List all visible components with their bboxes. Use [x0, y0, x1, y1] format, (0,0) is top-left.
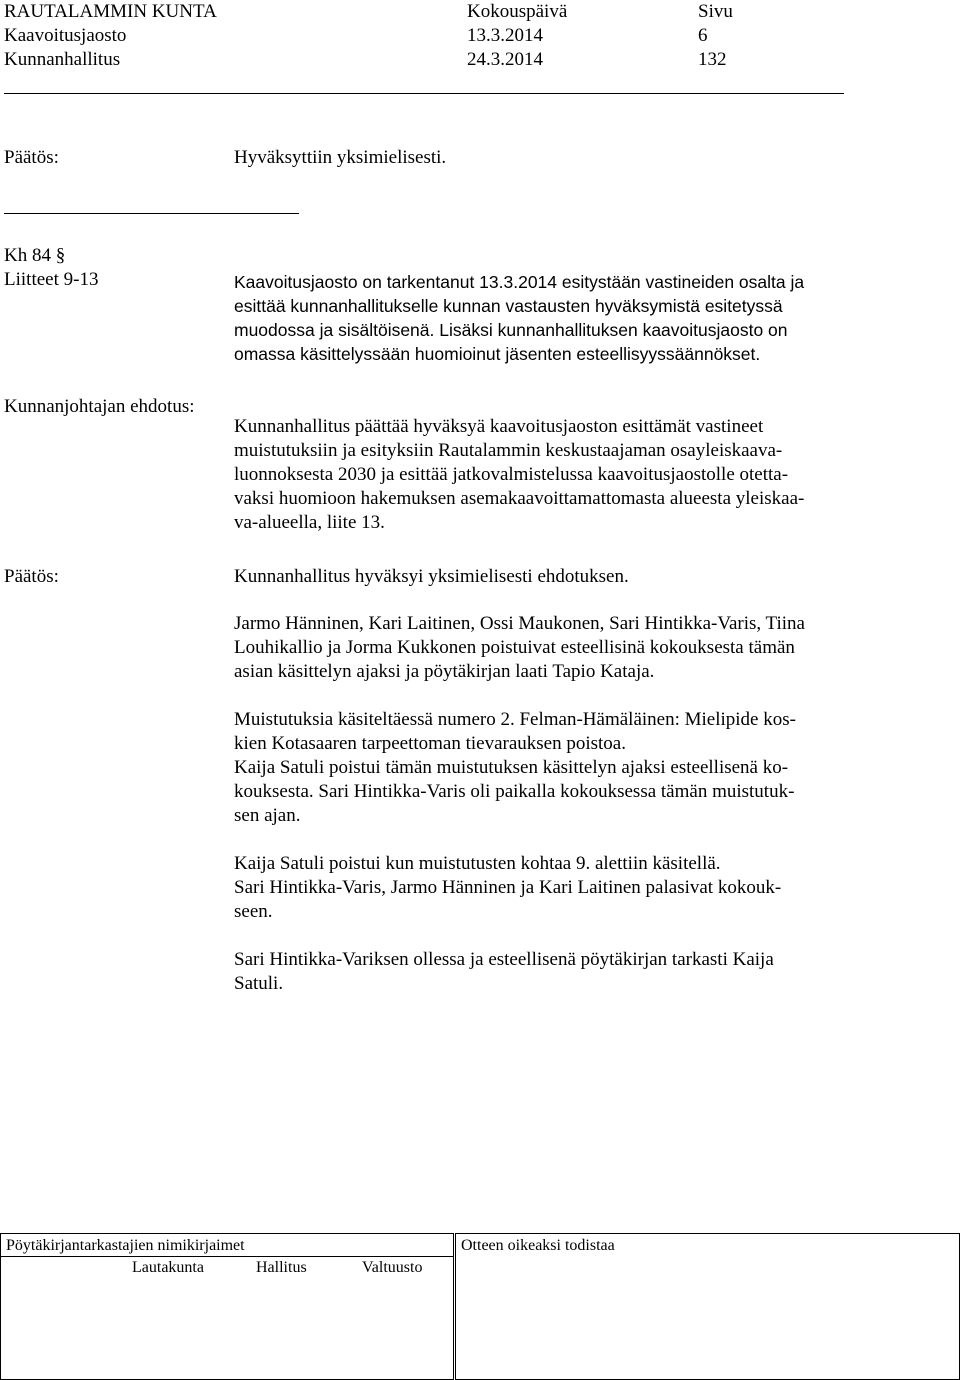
intro-paragraph: [234, 270, 874, 366]
proposal-label: Kunnanjohtajan ehdotus:: [4, 396, 195, 417]
decision-label: Päätös:: [4, 147, 59, 168]
header-page-board: 132: [698, 49, 727, 70]
notes-block: [234, 612, 874, 996]
certification-label: Otteen oikeaksi todistaa: [461, 1237, 615, 1254]
note-line: Muistutuksia käsiteltäessä numero 2. Felman-Hämäläinen: Mielipide kos-: [234, 709, 796, 730]
header-body-board: Kunnanhallitus: [4, 49, 121, 70]
column-council: Valtuusto: [362, 1259, 423, 1276]
intro-line: omassa käsittelyssään huomioinut jäsenten esteellisyyssäännökset.: [234, 344, 761, 364]
column-committee: Lautakunta: [132, 1259, 204, 1276]
column-board: Hallitus: [256, 1259, 307, 1276]
intro-line: esittää kunnanhallitukselle kunnan vastausten hyväksymistä esitetyssä: [234, 296, 783, 316]
initials-header-rule: [0, 1256, 453, 1257]
meeting-date-label: Kokouspäivä: [467, 1, 568, 22]
note-line: Kaija Satuli poistui tämän muistutuksen käsittelyn ajaksi esteellisenä ko-: [234, 757, 789, 778]
organization-name: RAUTALAMMIN KUNTA: [4, 1, 217, 22]
note-line: asian käsittelyn ajaksi ja pöytäkirjan laati Tapio Kataja.: [234, 661, 655, 682]
header-rule: [4, 93, 844, 94]
note-line: Louhikallio ja Jorma Kukkonen poistuivat esteellisinä kokouksesta tämän: [234, 637, 795, 658]
initials-label: Pöytäkirjantarkastajien nimikirjaimet: [6, 1237, 245, 1254]
note-line: sen ajan.: [234, 805, 301, 826]
attachments-label: Liitteet 9-13: [4, 269, 99, 290]
decision-label-2: Päätös:: [4, 566, 59, 587]
proposal-line: luonnoksesta 2030 ja esittää jatkovalmistelussa kaavoitusjaostolle otetta-: [234, 464, 789, 485]
note-line: Sari Hintikka-Varis, Jarmo Hänninen ja Kari Laitinen palasivat kokouk-: [234, 877, 782, 898]
header-date-committee: 13.3.2014: [467, 25, 543, 46]
header-date-board: 24.3.2014: [467, 49, 543, 70]
intro-line: Kaavoitusjaosto on tarkentanut 13.3.2014 esitystään vastineiden osalta ja: [234, 272, 805, 292]
note-line: Satuli.: [234, 973, 284, 994]
page-label: Sivu: [698, 1, 733, 22]
intro-line: muodossa ja sisältöisenä. Lisäksi kunnanhallituksen kaavoitusjaosto on: [234, 320, 788, 340]
decision-text: Hyväksyttiin yksimielisesti.: [234, 147, 447, 168]
proposal-paragraph: [234, 415, 874, 535]
header-body-committee: Kaavoitusjaosto: [4, 25, 127, 46]
proposal-line: vaksi huomioon hakemuksen asemakaavoittamattomasta alueesta yleiskaa-: [234, 488, 805, 509]
note-line: Jarmo Hänninen, Kari Laitinen, Ossi Maukonen, Sari Hintikka-Varis, Tiina: [234, 613, 805, 634]
note-line: Kaija Satuli poistui kun muistutusten kohtaa 9. alettiin käsitellä.: [234, 853, 721, 874]
header-page-committee: 6: [698, 25, 708, 46]
note-line: kouksesta. Sari Hintikka-Varis oli paikalla kokouksessa tämän muistutuk-: [234, 781, 795, 802]
proposal-line: va-alueella, liite 13.: [234, 512, 385, 533]
proposal-line: Kunnanhallitus päättää hyväksyä kaavoitusjaoston esittämät vastineet: [234, 416, 764, 437]
decision-text-2: Kunnanhallitus hyväksyi yksimielisesti ehdotuksen.: [234, 566, 629, 587]
note-line: Sari Hintikka-Variksen ollessa ja esteellisenä pöytäkirjan tarkasti Kaija: [234, 949, 774, 970]
section-divider: [4, 213, 299, 214]
note-line: seen.: [234, 901, 273, 922]
proposal-line: muistutuksiin ja esityksiin Rautalammin keskustaajaman osayleiskaava-: [234, 440, 783, 461]
item-number: Kh 84 §: [4, 245, 66, 266]
note-line: kien Kotasaaren tarpeettoman tievarauksen poistoa.: [234, 733, 626, 754]
